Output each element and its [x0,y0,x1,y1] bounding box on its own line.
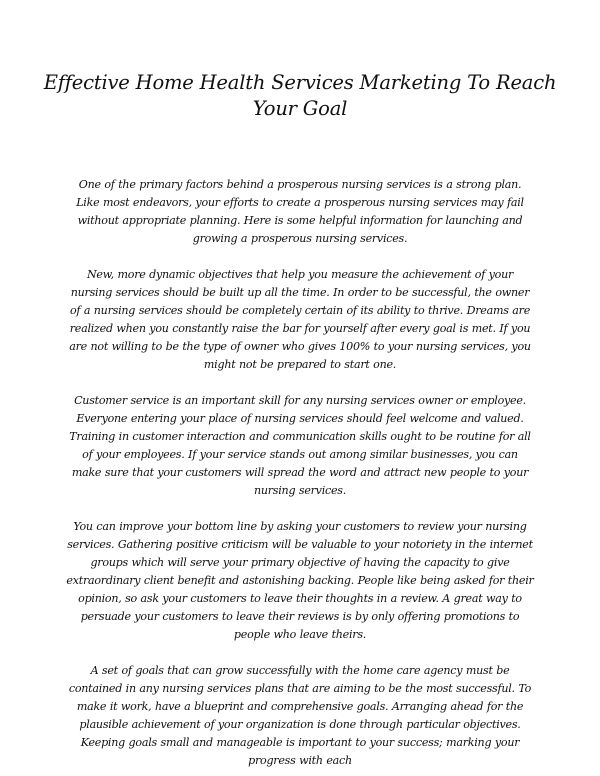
paragraph-5: A set of goals that can grow successfully with the home care agency must be contained in any nursing services plans that are aiming to be the most successful. To make it work, have a blueprint and comprehensive goals. Arranging ahead for the plausible achievement of your organization is done through particular objectives. Keeping goals small and manageable is important to your success; marking your progress with each [68,664,532,767]
paragraph-2: New, more dynamic objectives that help you measure the achievement of your nursing services should be built up all the time. In order to be successful, the owner of a nursing services should be completely certain of its ability to thrive. Dreams are realized when you constantly raise the bar for yourself after every goal is met. If you are not willing to be the type of owner who gives 100% to your nursing services, you might not be prepared to start one. [69,268,531,371]
paragraph-3: Customer service is an important skill for any nursing services owner or employee. Everyone entering your place of nursing services should feel welcome and valued. Training in customer interaction and communication skills ought to be routine for all of your employees. If your service stands out among similar businesses, you can make sure that your customers will spread the word and attract new people to your nursing services. [69,394,531,497]
document-title: Effective Home Health Services Marketing To Reach Your Goal [43,71,557,120]
document-body [66,176,534,776]
paragraph-1: One of the primary factors behind a prosperous nursing services is a strong plan. Like most endeavors, your efforts to create a prosperous nursing services may fail without appropriate planning. Here is some helpful information for launching and growing a prosperous nursing services. [76,178,524,245]
paragraph-4: You can improve your bottom line by asking your customers to review your nursing services. Gathering positive criticism will be valuable to your notoriety in the internet groups which will serve your primary objective of having the capacity to give extraordinary client benefit and astonishing backing. People like being asked for their opinion, so ask your customers to leave their thoughts in a review. A great way to persuade your customers to leave their reviews is by only offering promotions to people who leave theirs. [66,520,534,641]
